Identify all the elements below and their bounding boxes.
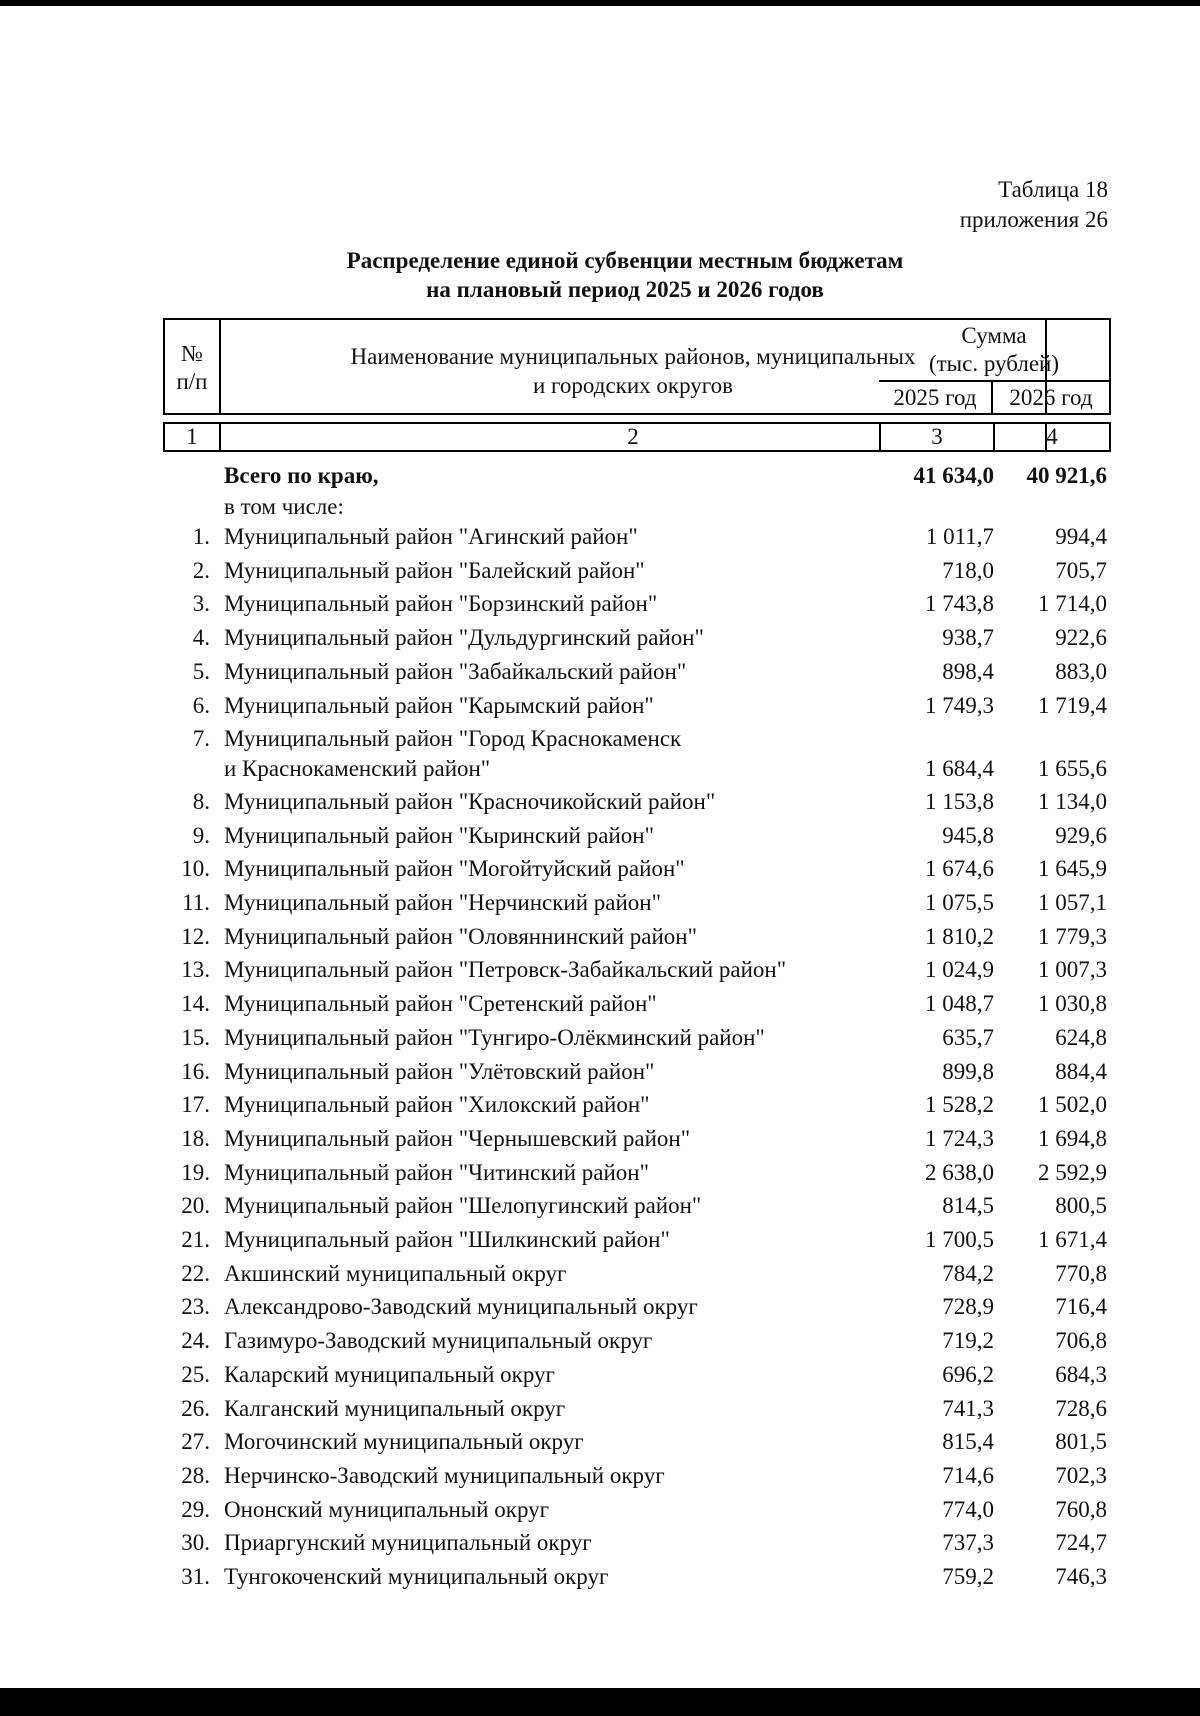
row-value-2026: 770,8 bbox=[1055, 1260, 1107, 1286]
row-value-2026: 1 714,0 bbox=[1038, 591, 1107, 617]
row-name-line-1: Могочинский муниципальный округ bbox=[224, 1429, 584, 1455]
row-name bbox=[224, 657, 884, 687]
row-value-2025: 696,2 bbox=[942, 1361, 994, 1387]
column-number-1: 1 bbox=[165, 424, 221, 450]
row-value-2025: 899,8 bbox=[942, 1058, 994, 1084]
row-number: 21. bbox=[181, 1227, 210, 1252]
row-number: 3. bbox=[192, 591, 210, 617]
row-value-2026: 716,4 bbox=[1055, 1294, 1107, 1320]
total-2025: 41 634,0 bbox=[913, 463, 994, 488]
header-number-cell bbox=[165, 320, 221, 413]
row-name-line-1: Муниципальный район "Сретенский район" bbox=[224, 991, 657, 1017]
row-name bbox=[224, 888, 884, 918]
header-year-row bbox=[879, 380, 1109, 413]
row-number: 30. bbox=[181, 1530, 210, 1556]
row-value-2025: 714,6 bbox=[942, 1462, 994, 1488]
row-number: 15. bbox=[181, 1024, 210, 1050]
row-number: 26. bbox=[181, 1395, 210, 1421]
row-name-line-1: Нерчинско-Заводский муниципальный округ bbox=[224, 1462, 665, 1488]
row-value-2025: 1 674,6 bbox=[925, 856, 994, 882]
row-value-2026: 760,8 bbox=[1055, 1496, 1107, 1522]
row-name-line-1: Каларский муниципальный округ bbox=[224, 1361, 555, 1387]
row-value-2026: 746,3 bbox=[1055, 1564, 1107, 1589]
table-header bbox=[163, 318, 1111, 415]
row-value-2025: 1 743,8 bbox=[925, 591, 994, 617]
row-value-2026: 1 007,3 bbox=[1038, 957, 1107, 983]
row-name bbox=[224, 821, 884, 851]
row-number: 18. bbox=[181, 1125, 210, 1151]
row-value-2026: 883,0 bbox=[1055, 658, 1107, 684]
row-value-2026: 1 655,6 bbox=[1038, 756, 1107, 782]
row-name-line-1: Муниципальный район "Дульдургинский район" bbox=[224, 625, 704, 651]
row-name bbox=[224, 623, 884, 653]
table-reference bbox=[960, 175, 1108, 235]
row-value-2025: 1 011,7 bbox=[925, 524, 994, 549]
row-name-line-1: Ононский муниципальный округ bbox=[224, 1496, 550, 1522]
row-value-2026: 1 694,8 bbox=[1038, 1125, 1107, 1151]
row-name-line-1: Калганский муниципальный округ bbox=[224, 1395, 566, 1421]
row-name bbox=[224, 854, 884, 884]
row-name bbox=[224, 1360, 884, 1390]
row-number: 8. bbox=[192, 788, 210, 814]
row-name bbox=[224, 522, 884, 552]
row-name bbox=[224, 1495, 884, 1525]
row-value-2026: 1 057,1 bbox=[1038, 890, 1107, 915]
row-name bbox=[224, 955, 884, 985]
row-value-2025: 938,7 bbox=[942, 625, 994, 651]
scan-bottom-border bbox=[0, 1688, 1200, 1716]
row-name-line-1: Муниципальный район "Петровск-Забайкальский район" bbox=[224, 957, 787, 983]
row-value-2026: 1 030,8 bbox=[1038, 991, 1107, 1017]
row-value-2025: 814,5 bbox=[942, 1193, 994, 1219]
row-value-2026: 929,6 bbox=[1055, 822, 1107, 848]
row-number: 4. bbox=[192, 625, 210, 651]
row-name-line-1: Муниципальный район "Кыринский район" bbox=[224, 822, 654, 848]
total-label: Всего по краю, bbox=[224, 463, 379, 488]
row-name bbox=[224, 724, 884, 784]
row-name bbox=[224, 1191, 884, 1221]
row-value-2025: 1 700,5 bbox=[925, 1227, 994, 1252]
scan-top-border bbox=[0, 0, 1200, 6]
row-value-2026: 2 592,9 bbox=[1038, 1159, 1107, 1185]
row-name bbox=[224, 1528, 884, 1558]
row-name bbox=[224, 1259, 884, 1289]
header-number-line-2: п/п bbox=[176, 369, 208, 394]
row-value-2026: 624,8 bbox=[1055, 1024, 1107, 1050]
row-name-line-1: Александрово-Заводский муниципальный округ bbox=[224, 1294, 698, 1320]
row-number: 25. bbox=[181, 1361, 210, 1387]
row-value-2026: 800,5 bbox=[1055, 1193, 1107, 1219]
row-number: 12. bbox=[181, 923, 210, 949]
row-number: 2. bbox=[192, 557, 210, 583]
row-value-2026: 702,3 bbox=[1055, 1462, 1107, 1488]
column-number-3: 3 bbox=[879, 424, 995, 450]
including-label: в том числе: bbox=[224, 494, 344, 519]
document-title bbox=[0, 246, 1200, 304]
row-value-2025: 737,3 bbox=[942, 1530, 994, 1556]
row-number: 23. bbox=[181, 1294, 210, 1320]
row-number: 1. bbox=[192, 524, 210, 549]
row-value-2026: 1 502,0 bbox=[1038, 1092, 1107, 1118]
row-value-2025: 1 528,2 bbox=[925, 1092, 994, 1118]
row-name-line-1: Муниципальный район "Улётовский район" bbox=[224, 1058, 655, 1084]
row-number: 9. bbox=[192, 822, 210, 848]
row-value-2025: 2 638,0 bbox=[925, 1159, 994, 1185]
row-value-2026: 922,6 bbox=[1055, 625, 1107, 651]
row-value-2025: 1 075,5 bbox=[925, 890, 994, 915]
row-value-2025: 945,8 bbox=[942, 822, 994, 848]
row-number: 14. bbox=[181, 991, 210, 1017]
row-number: 11. bbox=[182, 890, 210, 915]
column-number-4: 4 bbox=[1046, 424, 1058, 449]
row-value-2025: 1 684,4 bbox=[925, 756, 994, 782]
row-name-line-1: Муниципальный район "Карымский район" bbox=[224, 692, 654, 718]
row-value-2025: 784,2 bbox=[942, 1260, 994, 1286]
row-value-2026: 1 779,3 bbox=[1038, 923, 1107, 949]
column-number-row bbox=[163, 422, 1111, 452]
title-line-2: на плановый период 2025 и 2026 годов bbox=[426, 277, 824, 302]
row-name-line-1: Муниципальный район "Балейский район" bbox=[224, 557, 645, 583]
row-name bbox=[224, 1461, 884, 1491]
row-value-2026: 1 671,4 bbox=[1038, 1227, 1107, 1252]
header-year-2025: 2025 год bbox=[879, 382, 993, 413]
row-value-2026: 684,3 bbox=[1055, 1361, 1107, 1387]
row-name bbox=[224, 1057, 884, 1087]
row-value-2025: 1 810,2 bbox=[925, 923, 994, 949]
row-name bbox=[224, 1023, 884, 1053]
row-number: 22. bbox=[181, 1260, 210, 1286]
row-value-2025: 718,0 bbox=[942, 557, 994, 583]
row-name bbox=[224, 1326, 884, 1356]
row-name bbox=[224, 1090, 884, 1120]
row-name-line-2: и Краснокаменский район" bbox=[224, 756, 491, 782]
row-value-2025: 774,0 bbox=[942, 1496, 994, 1522]
row-value-2026: 884,4 bbox=[1055, 1058, 1107, 1084]
row-number: 6. bbox=[192, 692, 210, 718]
row-number: 27. bbox=[181, 1429, 210, 1455]
row-value-2026: 705,7 bbox=[1055, 557, 1107, 583]
total-2026: 40 921,6 bbox=[1026, 463, 1107, 488]
header-number-line-1: № bbox=[181, 341, 203, 366]
row-name bbox=[224, 1158, 884, 1188]
row-value-2025: 759,2 bbox=[942, 1564, 994, 1589]
row-value-2025: 1 749,3 bbox=[925, 692, 994, 718]
row-number: 20. bbox=[181, 1193, 210, 1219]
row-name-line-1: Муниципальный район "Борзинский район" bbox=[224, 591, 658, 617]
row-number: 28. bbox=[181, 1462, 210, 1488]
row-name-line-1: Муниципальный район "Агинский район" bbox=[224, 524, 638, 549]
row-name-line-1: Муниципальный район "Тунгиро-Олёкминский район" bbox=[224, 1024, 765, 1050]
row-name-line-1: Муниципальный район "Чернышевский район" bbox=[224, 1125, 691, 1151]
row-name-line-1: Акшинский муниципальный округ bbox=[224, 1260, 567, 1286]
appendix-label: приложения 26 bbox=[959, 207, 1108, 232]
row-value-2025: 898,4 bbox=[942, 658, 994, 684]
row-name bbox=[224, 589, 884, 619]
header-sum-line-1: Сумма bbox=[961, 323, 1027, 348]
row-name bbox=[224, 691, 884, 721]
column-number-2: 2 bbox=[221, 424, 1047, 450]
row-number: 17. bbox=[181, 1092, 210, 1118]
row-value-2026: 728,6 bbox=[1055, 1395, 1107, 1421]
header-sum-line-2: (тыс. рублей) bbox=[928, 351, 1060, 376]
row-name bbox=[224, 787, 884, 817]
row-number: 24. bbox=[181, 1328, 210, 1354]
title-line-1: Распределение единой субвенции местным бюджетам bbox=[346, 248, 904, 273]
row-name-line-1: Муниципальный район "Могойтуйский район" bbox=[224, 856, 685, 882]
row-value-2025: 1 024,9 bbox=[925, 957, 994, 983]
row-number: 16. bbox=[181, 1058, 210, 1084]
header-name-line-2: и городских округов bbox=[533, 373, 733, 398]
row-name-line-1: Муниципальный район "Забайкальский район" bbox=[224, 658, 687, 684]
row-name bbox=[224, 1292, 884, 1322]
row-name-line-1: Газимуро-Заводский муниципальный округ bbox=[224, 1328, 653, 1354]
header-sum-cell bbox=[879, 320, 1109, 380]
row-name-line-1: Муниципальный район "Красночикойский район" bbox=[224, 788, 716, 814]
header-name-line-1: Наименование муниципальных районов, муниципальных bbox=[350, 344, 916, 369]
row-value-2025: 741,3 bbox=[942, 1395, 994, 1421]
row-value-2025: 719,2 bbox=[942, 1328, 994, 1354]
row-value-2026: 801,5 bbox=[1055, 1429, 1107, 1455]
row-number: 31. bbox=[181, 1564, 210, 1589]
row-value-2026: 994,4 bbox=[1055, 524, 1107, 549]
row-value-2026: 724,7 bbox=[1055, 1530, 1107, 1556]
row-name-line-1: Приаргунский муниципальный округ bbox=[224, 1530, 592, 1556]
row-value-2025: 815,4 bbox=[942, 1429, 994, 1455]
row-name bbox=[224, 1225, 884, 1255]
row-number: 19. bbox=[181, 1159, 210, 1185]
row-number: 5. bbox=[192, 658, 210, 684]
row-name-line-1: Муниципальный район "Оловяннинский район" bbox=[224, 923, 698, 949]
row-name bbox=[224, 922, 884, 952]
row-name-line-1: Муниципальный район "Нерчинский район" bbox=[224, 890, 661, 915]
row-number: 10. bbox=[181, 856, 210, 882]
row-value-2025: 728,9 bbox=[942, 1294, 994, 1320]
row-number: 13. bbox=[181, 957, 210, 983]
row-value-2026: 1 645,9 bbox=[1038, 856, 1107, 882]
row-name bbox=[224, 556, 884, 586]
row-value-2025: 1 048,7 bbox=[925, 991, 994, 1017]
row-name-line-1: Тунгокоченский муниципальный округ bbox=[224, 1564, 609, 1589]
row-number: 7. bbox=[192, 726, 210, 752]
row-value-2026: 706,8 bbox=[1055, 1328, 1107, 1354]
header-year-2026: 2026 год bbox=[1009, 385, 1093, 410]
row-name bbox=[224, 1124, 884, 1154]
row-name-line-1: Муниципальный район "Шелопугинский район" bbox=[224, 1193, 702, 1219]
row-number: 29. bbox=[181, 1496, 210, 1522]
row-name bbox=[224, 989, 884, 1019]
row-value-2026: 1 719,4 bbox=[1038, 692, 1107, 718]
row-value-2025: 1 724,3 bbox=[925, 1125, 994, 1151]
row-name bbox=[224, 1394, 884, 1424]
row-name-line-1: Муниципальный район "Хилокский район" bbox=[224, 1092, 650, 1118]
row-name-line-1: Муниципальный район "Шилкинский район" bbox=[224, 1227, 670, 1252]
row-name-line-1: Муниципальный район "Город Краснокаменск bbox=[224, 726, 682, 752]
row-value-2025: 1 153,8 bbox=[925, 788, 994, 814]
table-label: Таблица 18 bbox=[998, 177, 1108, 202]
row-name-line-1: Муниципальный район "Читинский район" bbox=[224, 1159, 649, 1185]
row-name bbox=[224, 1427, 884, 1457]
row-name bbox=[224, 1562, 884, 1592]
row-value-2026: 1 134,0 bbox=[1038, 788, 1107, 814]
row-value-2025: 635,7 bbox=[942, 1024, 994, 1050]
